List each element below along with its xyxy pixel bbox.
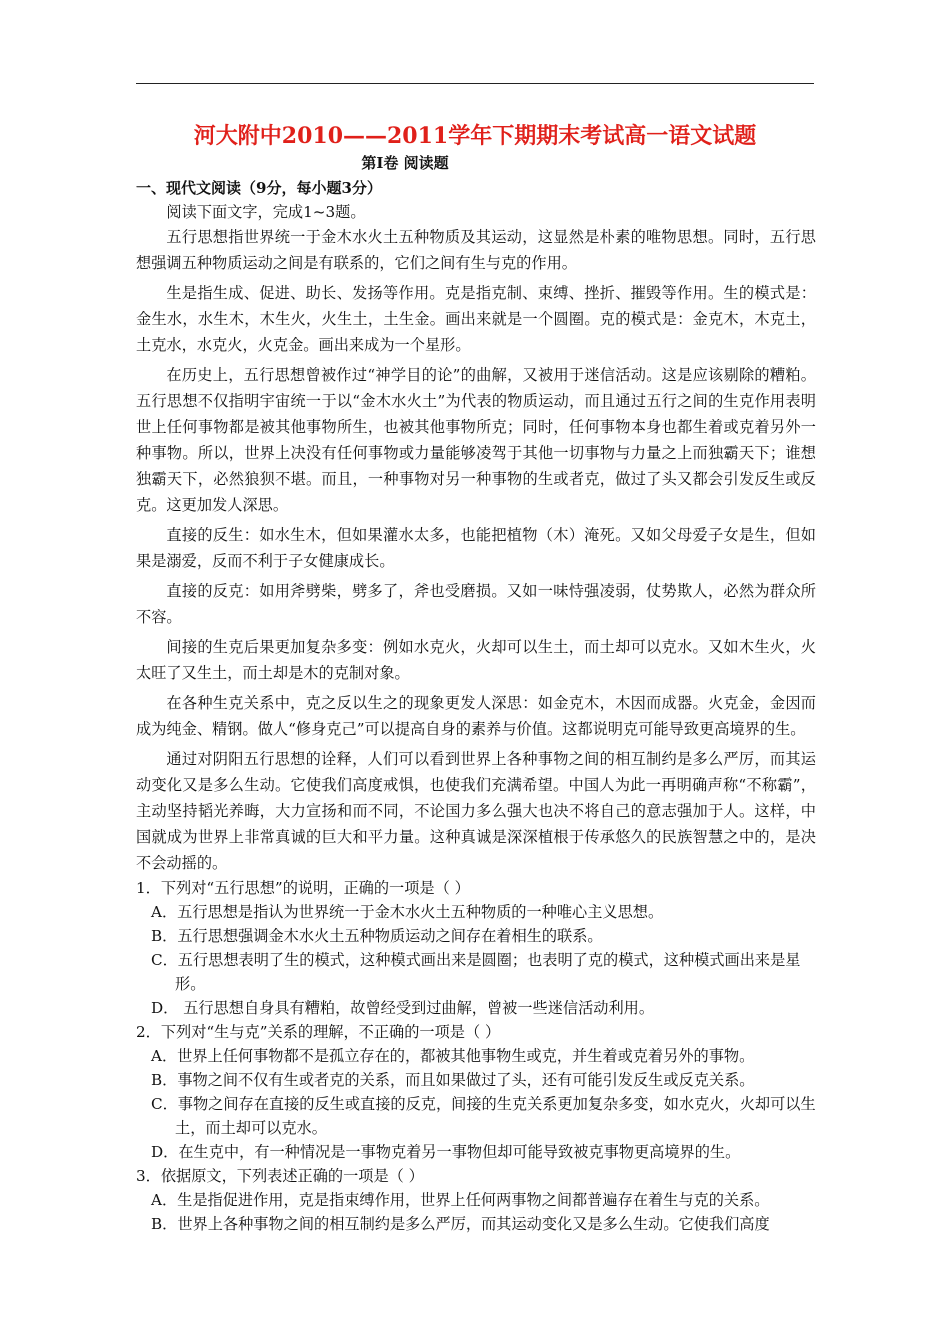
- question-stem: 2．下列对“生与克”关系的理解，不正确的一项是（ ）: [136, 1023, 501, 1041]
- answer-option: C．五行思想表明了生的模式，这种模式画出来是圆圈；也表明了克的模式，这种模式画出来是星形。: [151, 951, 801, 993]
- question-2: [136, 1020, 816, 1164]
- question-stem: 3．依据原文，下列表述正确的一项是（ ）: [136, 1167, 424, 1185]
- passage-paragraph: 五行思想指世界统一于金木水火土五种物质及其运动，这显然是朴素的唯物思想。同时，五行思想强调五种物质运动之间是有联系的，它们之间有生与克的作用。: [136, 228, 816, 272]
- passage-paragraph: 生是指生成、促进、助长、发扬等作用。克是指克制、束缚、挫折、摧毁等作用。生的模式是：金生水，水生木，木生火，火生土，土生金。画出来就是一个圆圈。克的模式是：金克木，木克土，土克水，水克火，火克金。画出来成为一个星形。: [136, 284, 816, 354]
- answer-option: A．生是指促进作用，克是指束缚作用，世界上任何两事物之间都普遍存在着生与克的关系。: [151, 1191, 770, 1209]
- question-1: [136, 876, 816, 1020]
- document-body: [136, 176, 816, 1236]
- answer-option: A．世界上任何事物都不是孤立存在的，都被其他事物生或克，并生着或克着另外的事物。: [151, 1047, 755, 1065]
- header-rule: [136, 83, 814, 84]
- passage-paragraph: 直接的反生：如水生木，但如果灌水太多，也能把植物（木）淹死。又如父母爱子女是生，但如果是溺爱，反而不利于子女健康成长。: [136, 526, 816, 570]
- paper-part-title: 第Ⅰ卷 阅读题: [361, 154, 449, 172]
- answer-option: D．在生克中，有一种情况是一事物克着另一事物但却可能导致被克事物更高境界的生。: [151, 1143, 741, 1161]
- reading-passage: [136, 224, 816, 876]
- answer-option: D． 五行思想自身具有糟粕，故曾经受到过曲解，曾被一些迷信活动利用。: [151, 999, 655, 1017]
- question-stem: 1．下列对“五行思想”的说明，正确的一项是（ ）: [136, 879, 470, 897]
- exam-title: 河大附中2010——2011学年下期期末考试高一语文试题: [193, 123, 757, 149]
- passage-paragraph: 直接的反克：如用斧劈柴，劈多了，斧也受磨损。又如一味恃强凌弱，仗势欺人，必然为群众所不容。: [136, 582, 816, 626]
- question-3: [136, 1164, 816, 1236]
- answer-option: A．五行思想是指认为世界统一于金木水火土五种物质的一种唯心主义思想。: [151, 903, 664, 921]
- answer-option: B．世界上各种事物之间的相互制约是多么严厉，而其运动变化又是多么生动。它使我们高度: [151, 1215, 770, 1233]
- passage-paragraph: 在各种生克关系中，克之反以生之的现象更发人深思：如金克木，木因而成器。火克金，金因而成为纯金、精钢。做人“修身克己”可以提高自身的素养与价值。这都说明克可能导致更高境界的生。: [136, 694, 816, 738]
- section-heading: 一、现代文阅读（9分，每小题3分）: [136, 179, 382, 197]
- answer-option: B．事物之间不仅有生或者克的关系，而且如果做过了头，还有可能引发反生或反克关系。: [151, 1071, 755, 1089]
- answer-option: C．事物之间存在直接的反生或直接的反克，间接的生克关系更加复杂多变，如水克火，火却可以生土，而土却可以克水。: [151, 1095, 816, 1137]
- passage-paragraph: 通过对阴阳五行思想的诠释，人们可以看到世界上各种事物之间的相互制约是多么严厉，而其运动变化又是多么生动。它使我们高度戒惧，也使我们充满希望。中国人为此一再明确声称“不称霸”，主动坚持韬光养晦，大力宣扬和而不同，不论国力多么强大也决不将自己的意志强加于人。这样，中国就成为世界上非常真诚的巨大和平力量。这种真诚是深深植根于传承悠久的民族智慧之中的，是决不会动摇的。: [136, 750, 816, 872]
- answer-option: B．五行思想强调金木水火土五种物质运动之间存在着相生的联系。: [151, 927, 603, 945]
- passage-paragraph: 在历史上，五行思想曾被作过“神学目的论”的曲解，又被用于迷信活动。这是应该剔除的糟粕。五行思想不仅指明宇宙统一于以“金木水火土”为代表的物质运动，而且通过五行之间的生克作用表明世上任何事物都是被其他事物所生，也被其他事物所克；同时，任何事物本身也都生着或克着另外一种事物。所以，世界上决没有任何事物或力量能够凌驾于其他一切事物与力量之上而独霸天下；谁想独霸天下，必然狼狈不堪。而且，一种事物对另一种事物的生或者克，做过了头又都会引发反生或反克。这更加发人深思。: [136, 366, 816, 514]
- section-instruction: 阅读下面文字，完成1~3题。: [166, 203, 366, 221]
- passage-paragraph: 间接的生克后果更加复杂多变：例如水克火，火却可以生土，而土却可以克水。又如木生火，火太旺了又生土，而土却是木的克制对象。: [136, 638, 816, 682]
